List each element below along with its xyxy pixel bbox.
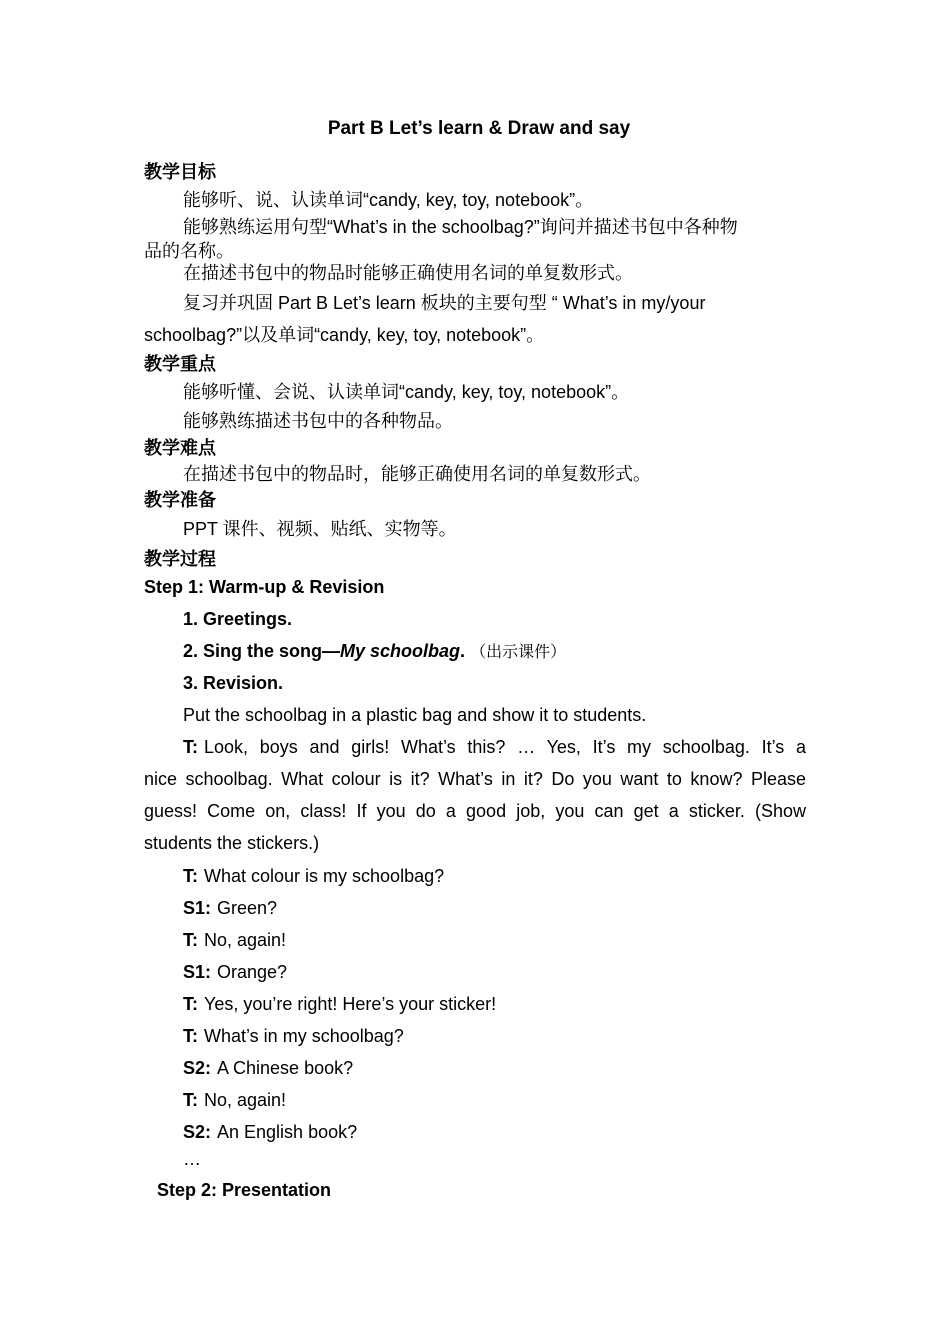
song-item: [183, 638, 566, 666]
dialogue-line: T: What’s in my schoolbag?: [183, 1026, 404, 1046]
dialogue-line: S1: Green?: [183, 898, 278, 918]
objective-line-5: 复习并巩固 Part B Let’s learn 板块的主要句型 “ What’s in my/your: [183, 293, 706, 313]
dialogue-line: S2: A Chinese book?: [183, 1058, 354, 1078]
teacher-label: T:: [183, 737, 198, 757]
dialogue-line: S2: An English book?: [183, 1122, 358, 1142]
preparation-heading: 教学准备: [144, 490, 216, 510]
dialogue-line: T: No, again!: [183, 1090, 287, 1110]
greetings-item: 1. Greetings.: [183, 609, 293, 629]
revision-intro: Put the schoolbag in a plastic bag and show it to students.: [183, 705, 647, 725]
objective-line-1: 能够听、说、认读单词“candy, key, toy, notebook”。: [183, 190, 594, 210]
key-point-1: 能够听懂、会说、认读单词“candy, key, toy, notebook”。: [183, 382, 630, 402]
process-heading: 教学过程: [144, 549, 216, 569]
key-points-heading: 教学重点: [144, 354, 216, 374]
objective-line-6: schoolbag?”以及单词“candy, key, toy, notebook”。: [144, 325, 545, 345]
preparation-item: PPT 课件、视频、贴纸、实物等。: [183, 519, 457, 539]
song-title: My schoolbag: [340, 641, 461, 661]
teacher-para-line-2: nice schoolbag. What colour is it? What’s in it? Do you want to know? Please: [144, 769, 806, 789]
song-prefix: 2. Sing the song—: [183, 641, 341, 661]
key-point-2: 能够熟练描述书包中的各种物品。: [183, 411, 453, 431]
objective-line-2: 能够熟练运用句型“What’s in the schoolbag?”询问并描述书包中各种物: [183, 217, 738, 237]
difficulty-heading: 教学难点: [144, 438, 216, 458]
page-title: Part B Let’s learn & Draw and say: [327, 118, 631, 139]
dialogue-line: S1: Orange?: [183, 962, 288, 982]
teacher-para-line-4: students the stickers.): [144, 833, 320, 853]
ellipsis: …: [183, 1149, 201, 1169]
song-note: （出示课件）: [470, 644, 567, 661]
teacher-para-line-1: T: Look, boys and girls! What’s this? … Yes, It’s my schoolbag. It’s a: [183, 737, 806, 757]
revision-item: 3. Revision.: [183, 673, 284, 693]
dialogue-line: T: What colour is my schoolbag?: [183, 866, 445, 886]
objective-line-3: 品的名称。: [144, 241, 234, 261]
objective-line-4: 在描述书包中的物品时能够正确使用名词的单复数形式。: [183, 263, 633, 283]
step2-heading: Step 2: Presentation: [157, 1180, 332, 1200]
song-dot: .: [460, 641, 466, 661]
teacher-para-line-3: guess! Come on, class! If you do a good job, you can get a sticker. (Show: [144, 801, 806, 821]
difficulty-item: 在描述书包中的物品时，能够正确使用名词的单复数形式。: [183, 464, 651, 484]
objectives-heading: 教学目标: [144, 162, 216, 182]
step1-heading: Step 1: Warm-up & Revision: [144, 577, 385, 597]
dialogue-line: T: No, again!: [183, 930, 287, 950]
dialogue-line: T: Yes, you’re right! Here’s your sticker!: [183, 994, 497, 1014]
